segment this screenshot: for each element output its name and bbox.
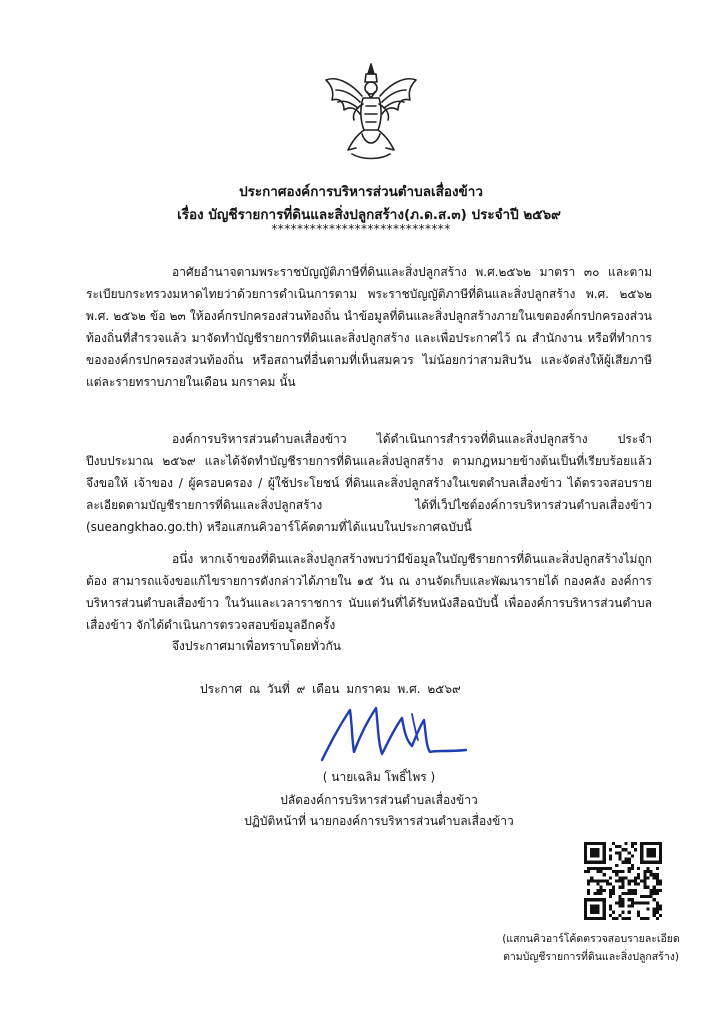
body-paragraph-2 — [86, 428, 652, 538]
qr-code-icon[interactable] — [584, 842, 662, 920]
paragraph-1-text: อาศัยอำนาจตามพระราชบัญญัติภาษีที่ดินและสิ่งปลูกสร้าง พ.ศ.๒๕๖๒ มาตรา ๓๐ และตามระเบียบกระทรวงมหาดไทยว่าด้วยการดำเนินการตาม พระราชบัญญัติภาษีที่ดินและสิ่งปลูกสร้าง พ.ศ. ๒๕๖๒ พ.ศ. ๒๕๖๒ ข้อ ๒๓ ให้องค์กรปกครองส่วนท้องถิ่น นำข้อมูลที่ดินและสิ่งปลูกสร้างภายในเขตองค์กรปกครองส่วนท้องถิ่นที่สำรวจแล้ว มาจัดทำบัญชีรายการที่ดินและสิ่งปลูกสร้าง และเพื่อประกาศไว้ ณ สำนักงาน หรือที่ทำการขององค์กรปกครองส่วนท้องถิ่น หรือสถานที่อื่นตามที่เห็นสมควร ไม่น้อยกว่าสามสิบวัน และจัดส่งให้ผู้เสียภาษีแต่ละรายทราบภายในเดือน มกราคม นั้น — [86, 265, 653, 389]
qr-caption-line-1: (แสกนคิวอาร์โค้ดตรวจสอบรายละเอียด — [502, 933, 680, 945]
title-separator: **************************** — [271, 222, 451, 236]
closing-statement: จึงประกาศมาเพื่อทราบโดยทั่วกัน — [172, 639, 341, 653]
paragraph-2-text: องค์การบริหารส่วนตำบลเสื่องข้าว ได้ดำเนินการสำรวจที่ดินและสิ่งปลูกสร้าง ประจำปีงบประมาณ ๒๕๖๙ และได้จัดทำบัญชีรายการที่ดินและสิ่งปลูกสร้าง ตามกฎหมายข้างต้นเป็นที่เรียบร้อยแล้ว จึงขอให้ เจ้าของ / ผู้ครอบครอง / ผู้ใช้ประโยชน์ ที่ดินและสิ่งปลูกสร้างในเขตตำบลเสื่องข้าว ได้ตรวจสอบรายละเอียดตามบัญชีรายการที่ดินและสิ่งปลูกสร้าง ได้ที่เว็ปไซต์องค์การบริหารส่วนตำบลเสื่องข้าว (sueangkhao.go.th) หรือแสกนคิวอาร์โค้ดตามที่ได้แนบในประกาศฉบับนี้ — [86, 432, 652, 534]
garuda-emblem-icon — [322, 62, 420, 162]
signer-acting-position: ปฏิบัติหน้าที่ นายกองค์การบริหารส่วนตำบลเสื่องข้าว — [244, 814, 514, 828]
announcement-date: ประกาศ ณ วันที่ ๙ เดือน มกราคม พ.ศ. ๒๕๖๙ — [200, 682, 461, 696]
qr-caption-line-2: ตามบัญชีรายการที่ดินและสิ่งปลูกสร้าง) — [503, 951, 679, 963]
signer-name: ( นายเฉลิม โพธิ์ไพร ) — [322, 770, 436, 784]
signature-image — [316, 700, 472, 772]
body-paragraph-3 — [86, 548, 652, 636]
announcement-subject: เรื่อง บัญชีรายการที่ดินและสิ่งปลูกสร้าง(ภ.ด.ส.๓) ประจำปี ๒๕๖๙ — [177, 207, 561, 223]
body-paragraph-1 — [86, 261, 652, 393]
paragraph-3-text: อนึ่ง หากเจ้าของที่ดินและสิ่งปลูกสร้างพบว่ามีข้อมูลในบัญชีรายการที่ดินและสิ่งปลูกสร้างไม่ถูกต้อง สามารถแจ้งขอแก้ไขรายการดังกล่าวได้ภายใน ๑๕ วัน ณ งานจัดเก็บและพัฒนารายได้ กองคลัง องค์การบริหารส่วนตำบลเสื่องข้าว ในวันและเวลาราชการ นับแต่วันที่ได้รับหนังสือฉบับนี้ เพื่อองค์การบริหารส่วนตำบลเสื่องข้าว จักได้ดำเนินการตรวจสอบข้อมูลอีกครั้ง — [86, 552, 652, 632]
announcement-title: ประกาศองค์การบริหารส่วนตำบลเสื่องข้าว — [239, 184, 483, 200]
signer-position: ปลัดองค์การบริหารส่วนตำบลเสื่องข้าว — [280, 793, 478, 807]
